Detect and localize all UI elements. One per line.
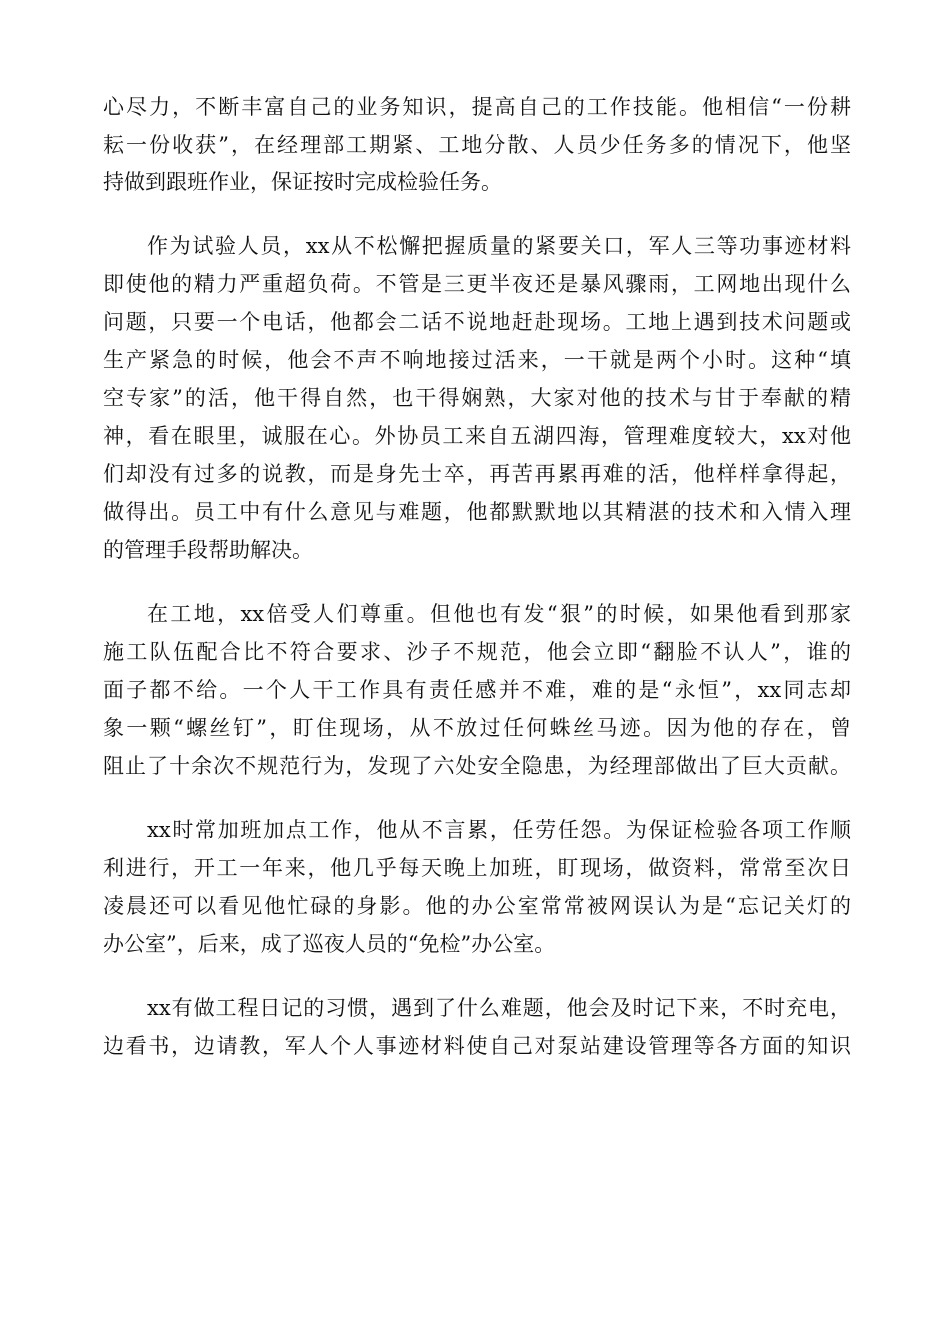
text-line-16: 象一颗“螺丝钉”，盯住现场，从不放过任何蛛丝马迹。因为他的存在，曾 xyxy=(103,716,851,740)
text-line-20: 凌晨还可以看见他忙碌的身影。他的办公室常常被网误认为是“忘记关灯的 xyxy=(103,894,851,918)
paragraph-4-line-1: xx时常加班加点工作，他从不言累，任劳任怨。为保证检验各项工作顺 xyxy=(147,818,851,842)
text-line-3: 持做到跟班作业，保证按时完成检验任务。 xyxy=(103,170,502,194)
text-line-14: 施工队伍配合比不符合要求、沙子不规范，他会立即“翻脸不认人”，谁的 xyxy=(103,640,851,664)
text-line-6: 问题，只要一个电话，他都会二话不说地赶赴现场。工地上遇到技术问题或 xyxy=(103,310,851,334)
text-line-2: 耘一份收获”，在经理部工期紧、工地分散、人员少任务多的情况下，他坚 xyxy=(103,133,851,157)
text-line-15: 面子都不给。一个人干工作具有责任感并不难，难的是“永恒”，xx同志却 xyxy=(103,678,851,702)
paragraph-2-line-1: 作为试验人员，xx从不松懈把握质量的紧要关口，军人三等功事迹材料 xyxy=(147,234,851,258)
paragraph-3-line-1: 在工地，xx倍受人们尊重。但他也有发“狠”的时候，如果他看到那家 xyxy=(147,602,851,626)
text-line-19: 利进行，开工一年来，他几乎每天晚上加班，盯现场，做资料，常常至次日 xyxy=(103,856,851,880)
text-line-17: 阻止了十余次不规范行为，发现了六处安全隐患，为经理部做出了巨大贡献。 xyxy=(103,754,851,778)
text-line-12: 的管理手段帮助解决。 xyxy=(103,538,313,562)
text-line-8: 空专家”的活，他干得自然，也干得娴熟，大家对他的技术与甘于奉献的精 xyxy=(103,386,851,410)
text-line-7: 生产紧急的时候，他会不声不响地接过活来，一干就是两个小时。这种“填 xyxy=(103,348,851,372)
text-line-5: 即使他的精力严重超负荷。不管是三更半夜还是暴风骤雨，工网地出现什么 xyxy=(103,272,851,296)
text-line-9: 神，看在眼里，诚服在心。外协员工来自五湖四海，管理难度较大，xx对他 xyxy=(103,424,851,448)
paragraph-5-line-1: xx有做工程日记的习惯，遇到了什么难题，他会及时记下来，不时充电， xyxy=(147,996,851,1020)
text-line-21: 办公室”，后来，成了巡夜人员的“免检”办公室。 xyxy=(103,932,556,956)
text-line-23: 边看书，边请教，军人个人事迹材料使自己对泵站建设管理等各方面的知识 xyxy=(103,1034,851,1058)
text-line-1: 心尽力，不断丰富自己的业务知识，提高自己的工作技能。他相信“一份耕 xyxy=(103,95,851,119)
text-line-10: 们却没有过多的说教，而是身先士卒，再苦再累再难的活，他样样拿得起， xyxy=(103,462,851,486)
text-line-11: 做得出。员工中有什么意见与难题，他都默默地以其精湛的技术和入情入理 xyxy=(103,500,851,524)
